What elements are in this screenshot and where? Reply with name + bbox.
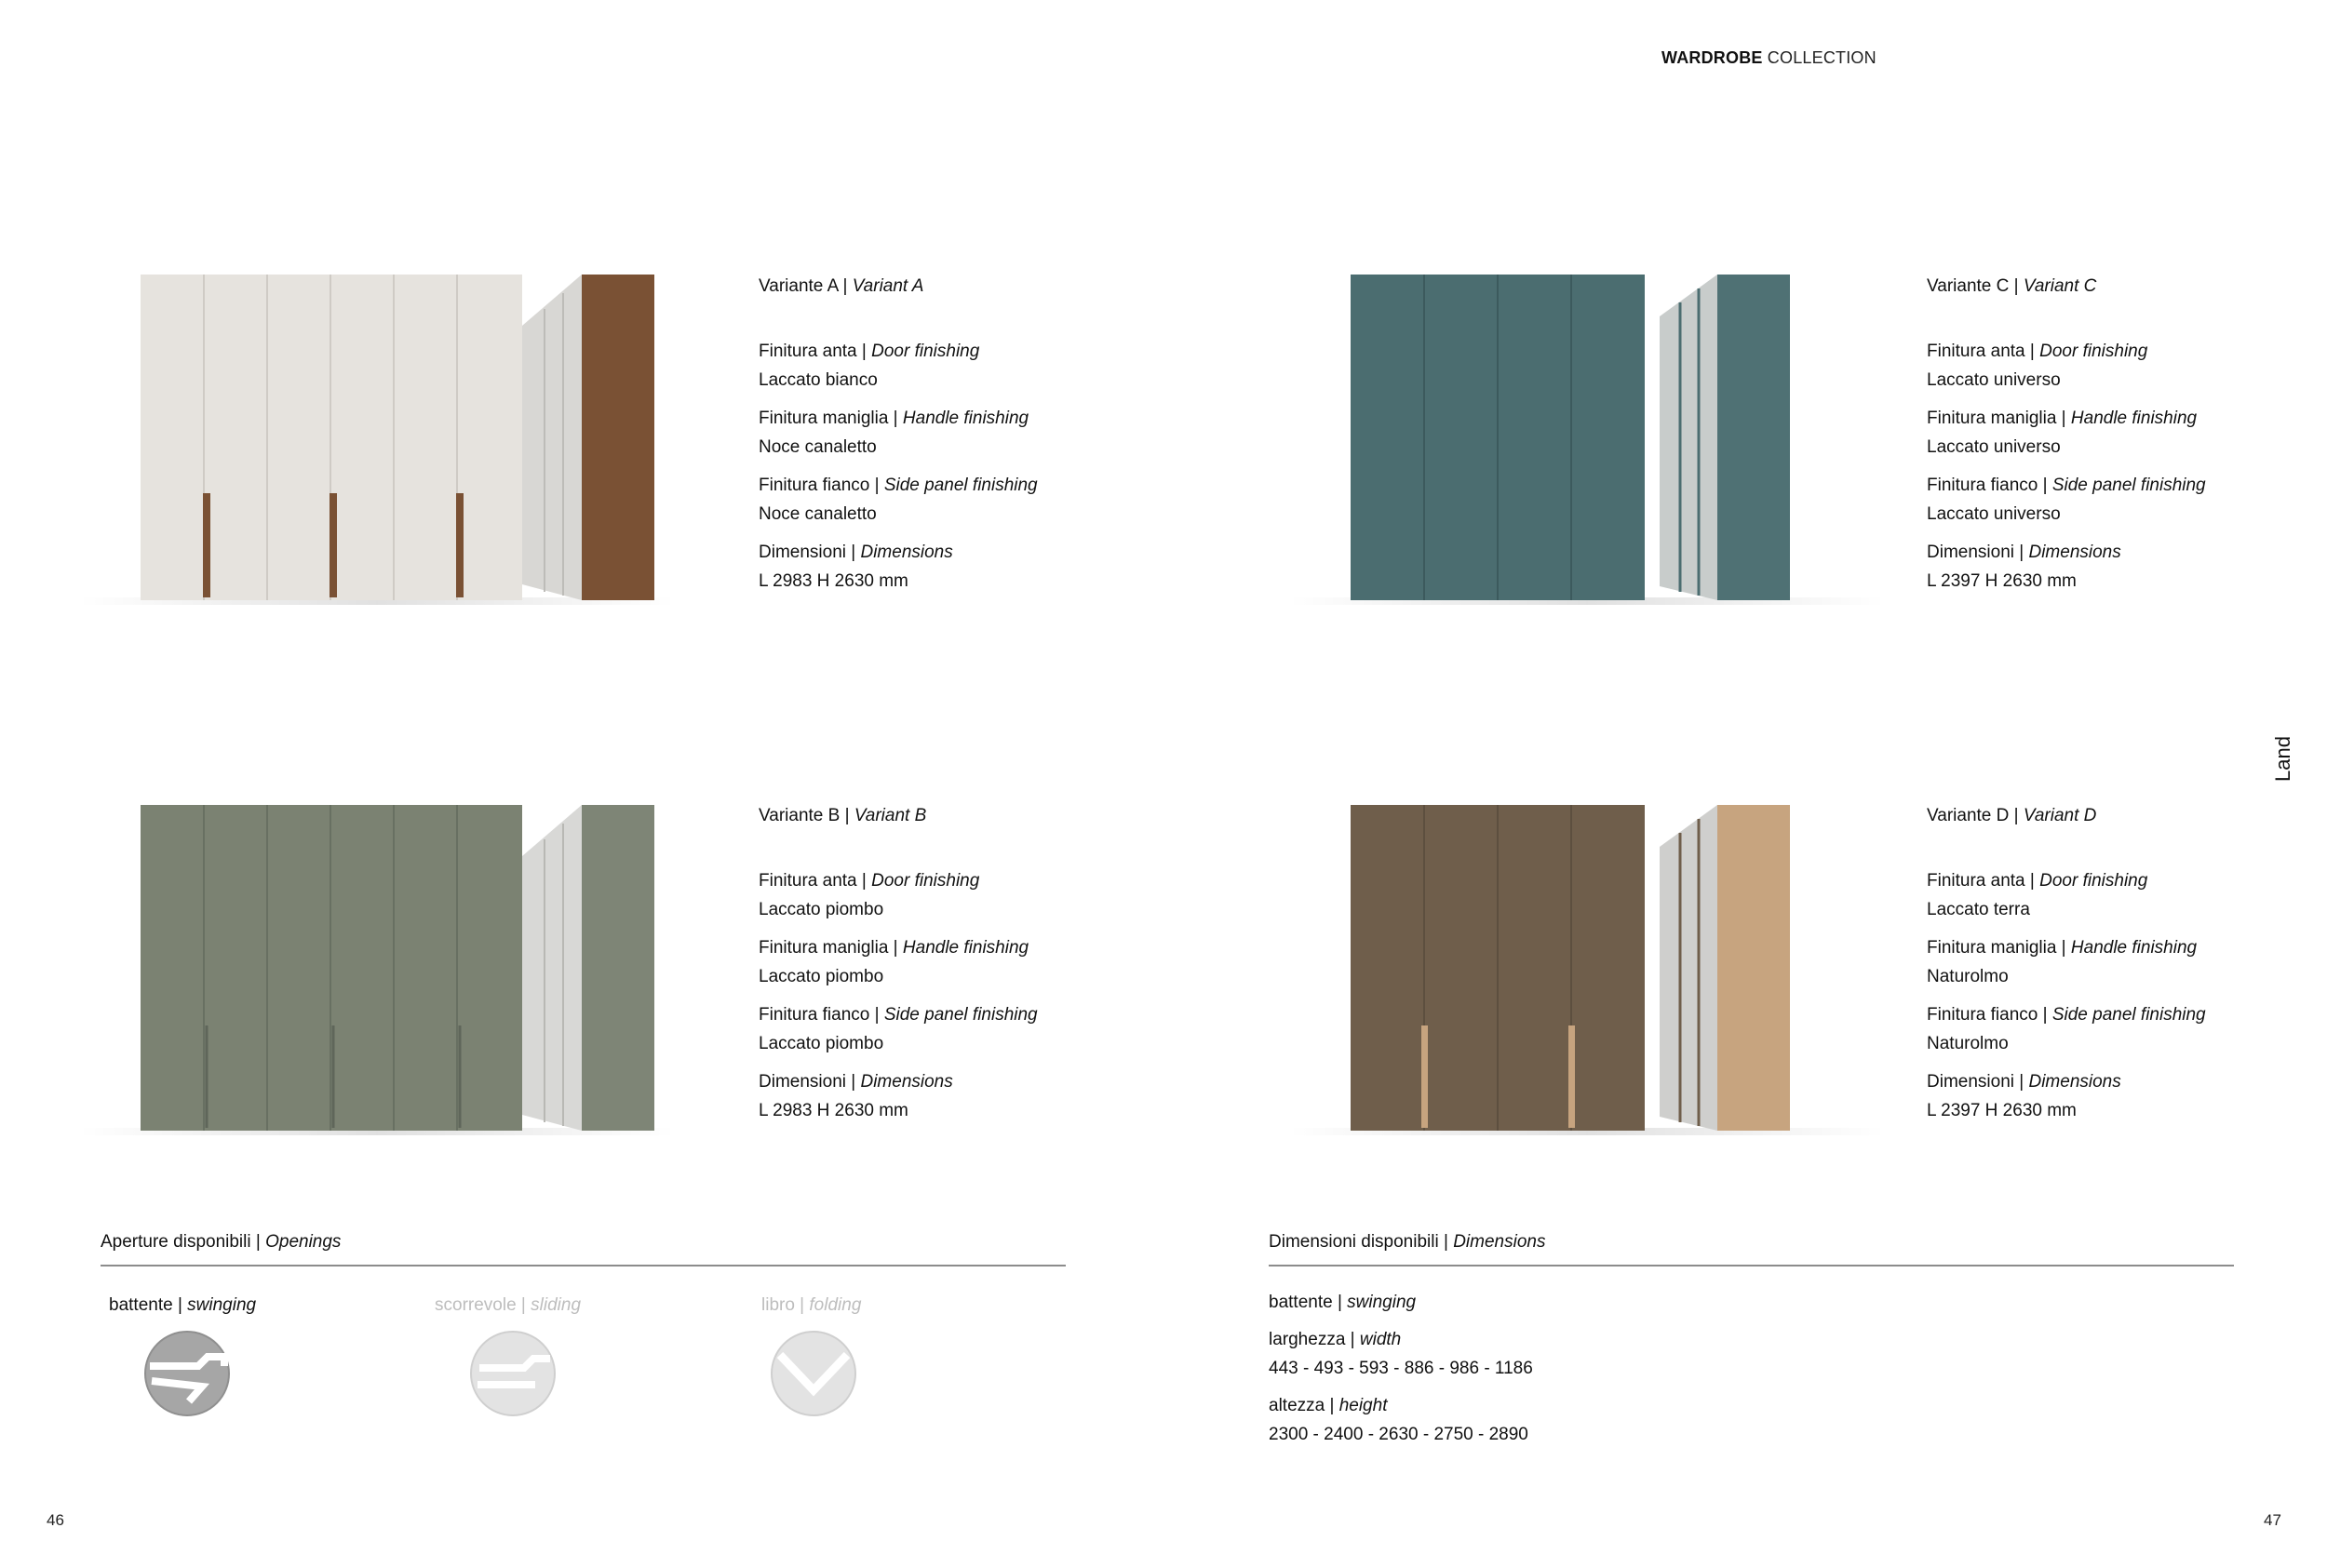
folding-icon xyxy=(769,1329,858,1418)
spec-row: Finitura anta | Door finishing Laccato universo xyxy=(1927,342,2318,394)
spec-label-it: Dimensioni xyxy=(1927,1072,2014,1092)
spec-value: Laccato terra xyxy=(1927,900,2030,919)
spec-label-en: Side panel finishing xyxy=(2051,1005,2206,1025)
spec-label-en: Handle finishing xyxy=(902,409,1029,428)
variant-title-en: Variant C xyxy=(2023,276,2097,296)
spec-label-en: Handle finishing xyxy=(902,938,1029,958)
spec-label-it: Finitura anta xyxy=(1927,871,2025,891)
spec-row: Finitura maniglia | Handle finishing Laccato piombo xyxy=(759,939,1150,990)
spec-label-it: Finitura maniglia xyxy=(1927,938,2057,958)
opening-folding: libro | folding xyxy=(761,1295,1003,1418)
dimensions-type: battente | swinging xyxy=(1269,1293,1417,1312)
spec-label-it: Finitura fianco xyxy=(1927,476,2038,495)
spec-label-en: Side panel finishing xyxy=(2051,476,2206,495)
spec-label-it: Dimensioni xyxy=(759,543,846,562)
variant-spec-c xyxy=(1927,277,2318,595)
spec-label-it: Dimensioni xyxy=(759,1072,846,1092)
spec-value: L 2983 H 2630 mm xyxy=(759,571,908,591)
header-bold: WARDROBE xyxy=(1661,48,1763,67)
opening-label-en: sliding xyxy=(531,1295,582,1315)
spec-label-it: Finitura fianco xyxy=(759,1005,870,1025)
variant-title: Variante C | Variant C xyxy=(1927,276,2097,296)
spec-row: Finitura anta | Door finishing Laccato terra xyxy=(1927,872,2318,923)
variant-title: Variante D | Variant D xyxy=(1927,806,2097,825)
spec-value: L 2983 H 2630 mm xyxy=(759,1101,908,1120)
variant-title-en: Variant B xyxy=(854,806,927,825)
spec-value: Laccato universo xyxy=(1927,370,2061,390)
spec-label-en: Side panel finishing xyxy=(883,1005,1038,1025)
height-values: 2300 - 2400 - 2630 - 2750 - 2890 xyxy=(1269,1425,1528,1444)
width-label: larghezza | width xyxy=(1269,1330,1402,1349)
variant-title-en: Variant A xyxy=(852,276,924,296)
spec-label-en: Dimensions xyxy=(860,543,953,562)
spec-label-it: Finitura anta xyxy=(759,342,857,361)
spec-row: Finitura maniglia | Handle finishing Noce canaletto xyxy=(759,409,1150,461)
spec-row: Finitura anta | Door finishing Laccato piombo xyxy=(759,872,1150,923)
spec-label-en: Door finishing xyxy=(871,342,980,361)
variant-spec-d xyxy=(1927,807,2318,1124)
sliding-icon xyxy=(468,1329,558,1418)
spec-value: Laccato bianco xyxy=(759,370,878,390)
spec-row: Finitura maniglia | Handle finishing Naturolmo xyxy=(1927,939,2318,990)
spec-label-en: Dimensions xyxy=(2028,1072,2121,1092)
dimensions-divider xyxy=(1269,1265,2234,1266)
spec-value: Noce canaletto xyxy=(759,437,877,457)
opening-swinging: battente | swinging xyxy=(109,1295,351,1418)
side-label: Land xyxy=(2271,736,2294,782)
spec-value: Laccato piombo xyxy=(759,900,884,919)
variant-spec-b xyxy=(759,807,1150,1124)
spec-value: L 2397 H 2630 mm xyxy=(1927,1101,2077,1120)
dimensions-title: Dimensioni disponibili | Dimensions xyxy=(1269,1232,1546,1252)
spec-label-it: Finitura maniglia xyxy=(1927,409,2057,428)
spec-row: Dimensioni | Dimensions L 2983 H 2630 mm xyxy=(759,1073,1150,1124)
spec-row: Finitura fianco | Side panel finishing Noce canaletto xyxy=(759,476,1150,528)
spec-label-en: Handle finishing xyxy=(2070,409,2198,428)
dimensions-type-it: battente xyxy=(1269,1293,1333,1312)
spec-row: Finitura fianco | Side panel finishing Naturolmo xyxy=(1927,1006,2318,1057)
variant-spec-a xyxy=(759,277,1150,595)
swinging-icon xyxy=(142,1329,232,1418)
spec-row: Finitura fianco | Side panel finishing Laccato universo xyxy=(1927,476,2318,528)
spec-value: Laccato universo xyxy=(1927,437,2061,457)
page-number-right: 47 xyxy=(2264,1511,2281,1529)
openings-title-it: Aperture disponibili xyxy=(101,1232,251,1252)
variant-title-it: Variante D xyxy=(1927,806,2010,825)
spec-label-en: Dimensions xyxy=(860,1072,953,1092)
spec-label-it: Finitura fianco xyxy=(1927,1005,2038,1025)
spec-label-en: Door finishing xyxy=(2039,871,2148,891)
header-light: COLLECTION xyxy=(1762,48,1876,67)
dimensions-type-en: swinging xyxy=(1347,1293,1417,1312)
openings-divider xyxy=(101,1265,1066,1266)
spec-label-en: Dimensions xyxy=(2028,543,2121,562)
dimensions-list xyxy=(1269,1293,1533,1448)
variant-title-it: Variante A xyxy=(759,276,839,296)
width-label-en: width xyxy=(1359,1330,1402,1349)
opening-sliding: scorrevole | sliding xyxy=(435,1295,677,1418)
spec-value: Noce canaletto xyxy=(759,504,877,524)
spec-row: Dimensioni | Dimensions L 2397 H 2630 mm xyxy=(1927,543,2318,595)
spec-row: Finitura fianco | Side panel finishing Laccato piombo xyxy=(759,1006,1150,1057)
width-values: 443 - 493 - 593 - 886 - 986 - 1186 xyxy=(1269,1359,1533,1378)
wardrobe-image-variant-b xyxy=(79,754,684,1145)
spec-label-it: Finitura fianco xyxy=(759,476,870,495)
collection-header xyxy=(1661,48,1876,68)
spec-label-en: Handle finishing xyxy=(2070,938,2198,958)
variant-title: Variante B | Variant B xyxy=(759,806,927,825)
height-label-it: altezza xyxy=(1269,1396,1325,1415)
wardrobe-image-variant-c xyxy=(1289,223,1894,614)
wardrobe-image-variant-d xyxy=(1289,754,1894,1145)
spec-value: Laccato universo xyxy=(1927,504,2061,524)
spec-row: Dimensioni | Dimensions L 2983 H 2630 mm xyxy=(759,543,1150,595)
spec-row: Dimensioni | Dimensions L 2397 H 2630 mm xyxy=(1927,1073,2318,1124)
height-label-en: height xyxy=(1338,1396,1388,1415)
variant-title-it: Variante C xyxy=(1927,276,2010,296)
wardrobe-image-variant-a xyxy=(79,223,684,614)
page-number-left: 46 xyxy=(47,1511,64,1529)
spec-label-it: Finitura maniglia xyxy=(759,409,889,428)
spec-value: Laccato piombo xyxy=(759,967,884,986)
spec-value: L 2397 H 2630 mm xyxy=(1927,571,2077,591)
spec-label-it: Dimensioni xyxy=(1927,543,2014,562)
variant-title-en: Variant D xyxy=(2023,806,2097,825)
openings-title-en: Openings xyxy=(265,1232,342,1252)
opening-label-it: battente xyxy=(109,1295,173,1315)
dimensions-title-it: Dimensioni disponibili xyxy=(1269,1232,1439,1252)
spec-label-it: Finitura maniglia xyxy=(759,938,889,958)
spec-label-en: Door finishing xyxy=(2039,342,2148,361)
opening-label-it: scorrevole xyxy=(435,1295,517,1315)
opening-label-en: folding xyxy=(809,1295,862,1315)
height-label: altezza | height xyxy=(1269,1396,1388,1415)
spec-value: Naturolmo xyxy=(1927,1034,2009,1053)
variant-title: Variante A | Variant A xyxy=(759,276,924,296)
spec-row: Finitura maniglia | Handle finishing Laccato universo xyxy=(1927,409,2318,461)
opening-label-it: libro xyxy=(761,1295,795,1315)
openings-title: Aperture disponibili | Openings xyxy=(101,1232,342,1252)
spec-row: Finitura anta | Door finishing Laccato bianco xyxy=(759,342,1150,394)
spec-label-it: Finitura anta xyxy=(1927,342,2025,361)
dimensions-title-en: Dimensions xyxy=(1453,1232,1546,1252)
spec-value: Laccato piombo xyxy=(759,1034,884,1053)
spec-label-it: Finitura anta xyxy=(759,871,857,891)
variant-title-it: Variante B xyxy=(759,806,841,825)
spec-value: Naturolmo xyxy=(1927,967,2009,986)
opening-label-en: swinging xyxy=(187,1295,257,1315)
width-label-it: larghezza xyxy=(1269,1330,1346,1349)
spec-label-en: Side panel finishing xyxy=(883,476,1038,495)
spec-label-en: Door finishing xyxy=(871,871,980,891)
